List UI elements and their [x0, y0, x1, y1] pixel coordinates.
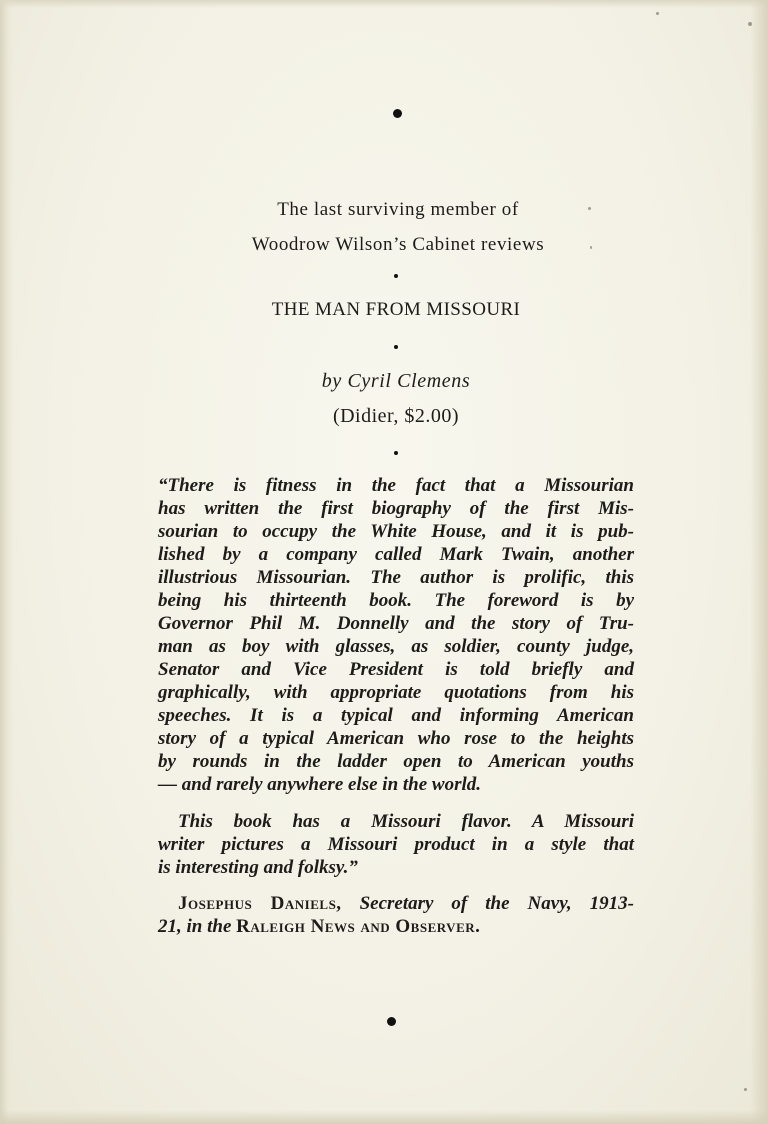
ornament-dot-bottom — [387, 1017, 396, 1026]
quote-line: sourian to occupy the White House, and it is pub- — [158, 521, 634, 542]
attribution-line-2 — [158, 915, 634, 938]
quote-line: being his thirteenth book. The foreword is by — [158, 590, 634, 611]
quote-line: speeches. It is a typical and informing American — [158, 705, 634, 726]
separator-dot-3 — [394, 451, 398, 455]
quote-line: has written the first biography of the first Mis- — [158, 498, 634, 519]
intro-line-2: Woodrow Wilson’s Cabinet reviews — [251, 234, 545, 255]
attribution-role: Secretary of the Navy, 1913- — [359, 893, 634, 914]
paper-edge-top — [0, 0, 768, 8]
paper-speck — [656, 12, 659, 15]
book-byline: by Cyril Clemens — [321, 370, 471, 392]
attribution-newspaper: Raleigh News and Observer. — [236, 916, 481, 937]
quote-line: is interesting and folksy.” — [158, 857, 358, 878]
quote-line: man as boy with glasses, as soldier, county judge, — [158, 636, 634, 657]
paper-speck — [748, 22, 752, 26]
quote-line: Senator and Vice President is told briefly and — [158, 659, 634, 680]
paper-speck — [588, 207, 591, 210]
paper-speck — [744, 1088, 747, 1091]
quote-line: — and rarely anywhere else in the world. — [158, 774, 482, 795]
attribution-role-cont: 21, in the — [158, 916, 232, 937]
intro-line-1: The last surviving member of — [277, 199, 519, 220]
quote-line: lished by a company called Mark Twain, another — [158, 544, 634, 565]
separator-dot-2 — [394, 345, 398, 349]
attribution-line-1 — [178, 892, 634, 915]
paper-speck — [590, 246, 592, 249]
paper-edge-right — [750, 0, 768, 1124]
quote-line: “There is fitness in the fact that a Missourian — [158, 475, 634, 496]
quote-line: story of a typical American who rose to the heights — [158, 728, 634, 749]
separator-dot-1 — [394, 274, 398, 278]
quote-line: illustrious Missourian. The author is prolific, this — [158, 567, 634, 588]
quote-line: by rounds in the ladder open to American youths — [158, 751, 634, 772]
ornament-dot-top — [393, 109, 402, 118]
paper-edge-left — [0, 0, 14, 1124]
quote-line: Governor Phil M. Donnelly and the story of Tru- — [158, 613, 634, 634]
quote-line: graphically, with appropriate quotations from his — [158, 682, 634, 703]
quote-line: writer pictures a Missouri product in a style that — [158, 834, 634, 855]
book-publisher: (Didier, $2.00) — [332, 405, 460, 427]
paper-edge-bottom — [0, 1110, 768, 1124]
quote-line: This book has a Missouri flavor. A Missouri — [178, 811, 634, 832]
book-title: THE MAN FROM MISSOURI — [271, 299, 521, 320]
attribution-author: Josephus Daniels, — [178, 893, 342, 914]
